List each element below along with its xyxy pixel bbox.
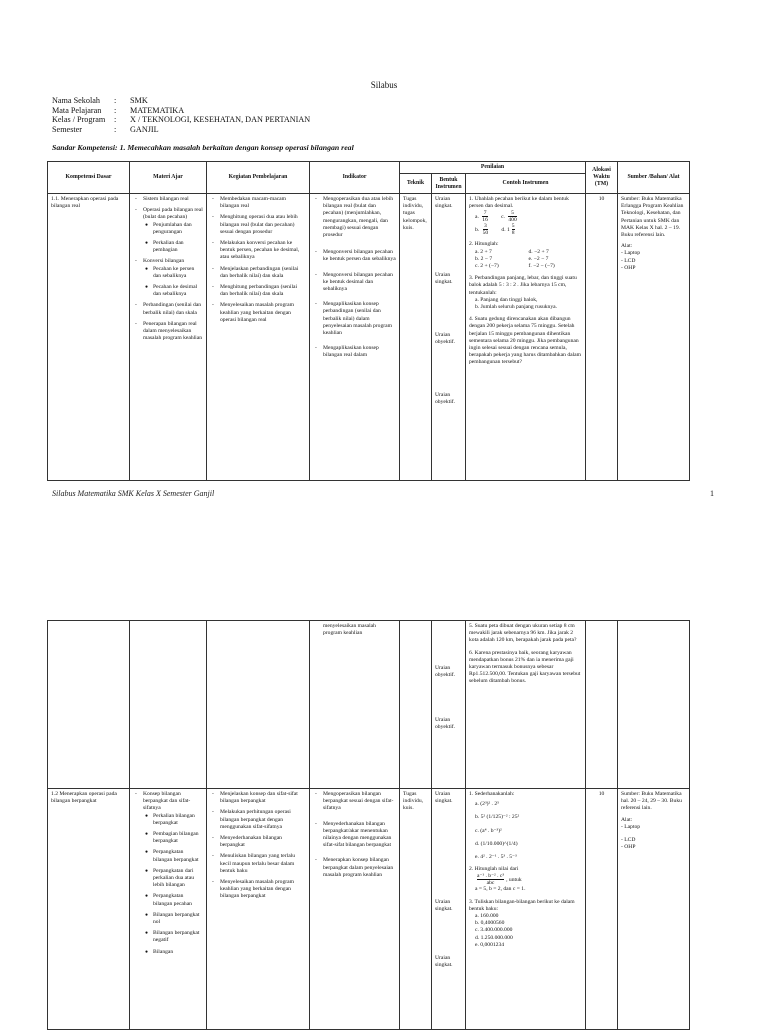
sumber-cell bbox=[618, 194, 689, 274]
option: b. 2 − 7 bbox=[475, 255, 493, 262]
option: e. 4² . 2⁻¹ . 5³ . 5⁻³ bbox=[475, 854, 517, 861]
option-label: a. bbox=[475, 214, 479, 221]
kegiatan-item: - Melakukan perhitungan operasi bilangan berpangkat dengan menggunakan sifat-sifatnya bbox=[220, 809, 306, 831]
indikator-item: - Mengoperasikan bilangan berpangkat sesuai dengan sifat-sifatnya bbox=[323, 791, 396, 813]
option-label: d. bbox=[501, 227, 506, 234]
materi-item: - Operasi pada bilangan real (bulat dan pecahan) ● Penjumlahan dan pengurangan ● Perkalian dan pembagian bbox=[143, 207, 203, 254]
header-indikator: Indikator bbox=[310, 162, 400, 194]
syllabus-table-page2 bbox=[47, 620, 690, 1030]
header-kompetensi-dasar: Kompetensi Dasar bbox=[48, 162, 130, 194]
materi-subitem: ● Bilangan berpangkat negatif bbox=[153, 930, 203, 944]
materi-subitem: ● Pecahan ke persen dan sebaliknya bbox=[153, 266, 203, 280]
kegiatan-item: - Menyelesaikan masalah program keahlian yang berkaitan dengan operasi bilangan real bbox=[220, 302, 306, 324]
option: d. (1/10.000)^(1/4) bbox=[475, 840, 518, 847]
alat-item: - Laptop bbox=[621, 250, 641, 257]
sumber-text: Sumber: Buku Matematika hal. 20 – 24, 29 – 30. Buku referensi lain. bbox=[621, 791, 682, 812]
sumber-cell bbox=[618, 789, 689, 853]
contoh-cell bbox=[466, 194, 585, 374]
materi-cell bbox=[130, 194, 206, 348]
kegiatan-item: - Menghitung operasi dua atau lebih bilangan real (bulat dan pecahan) sesuai dengan prosedur bbox=[220, 214, 306, 236]
alat-item: - LCD bbox=[621, 257, 636, 264]
option: a. Panjang dan tinggi balok, bbox=[475, 296, 538, 303]
alat-item: - OHP bbox=[621, 264, 636, 271]
question-text: 2. Hitunglah nilai dari bbox=[469, 866, 519, 873]
materi-item: - Sistem bilangan real bbox=[143, 196, 203, 203]
question-3 bbox=[469, 275, 582, 311]
alat-item: - Laptop bbox=[621, 823, 641, 830]
bentuk-item: Uraian singkat. bbox=[435, 272, 453, 286]
materi-item: - Penerapan bilangan real dalam menyelesaikan masalah program keahlian bbox=[143, 321, 203, 343]
indikator-item: - Mengonversi bilangan pecahan ke bentuk desimal dan sebaliknya bbox=[323, 272, 396, 294]
kegiatan-cell bbox=[207, 789, 309, 907]
header-bentuk: Bentuk Instrumen bbox=[432, 174, 466, 194]
bentuk-cell bbox=[432, 789, 465, 971]
alokasi-cell: 10 bbox=[598, 196, 605, 202]
identity-key: Semester bbox=[52, 124, 83, 134]
option: e. −2 − 7 bbox=[528, 255, 549, 262]
kd-cell: 1.1. Menerapkan operasi pada bilangan real bbox=[51, 196, 119, 210]
materi-subitem: ● Pecahan ke desimal dan sebaliknya bbox=[153, 284, 203, 298]
identity-value: MATEMATIKA bbox=[130, 105, 185, 115]
option: b. Jumlah seluruh panjang rusuknya. bbox=[475, 304, 558, 311]
question-2 bbox=[469, 866, 582, 893]
expression: $\frac{\text{a⁻¹ . b⁻² . c³}}{\text{abc}}$ , untuk bbox=[477, 873, 522, 887]
question-3 bbox=[469, 899, 582, 949]
materi-subitem: ● Bilangan bbox=[153, 949, 203, 956]
kegiatan-item: - Menyelesaikan masalah program keahlian yang berkaitan dengan bilangan berpangkat bbox=[220, 879, 306, 901]
bentuk-item: Uraian obyektif. bbox=[435, 392, 456, 406]
header-materi-ajar: Materi Ajar bbox=[130, 162, 207, 194]
bentuk-item: Uraian obyektif. bbox=[435, 332, 456, 346]
bentuk-item: Uraian singkat. bbox=[435, 791, 453, 805]
alat-item: - LCD bbox=[621, 837, 636, 844]
materi-subitem: ● Penjumlahan dan pengurangan bbox=[153, 222, 203, 236]
identity-colon: : bbox=[114, 96, 117, 105]
alokasi-cell: 10 bbox=[598, 791, 605, 797]
fraction-options bbox=[469, 210, 582, 236]
option-label: b. bbox=[475, 227, 480, 234]
kegiatan-item: - Menjelaskan perbandingan (senilai dan berbalik nilai) dan skala bbox=[220, 266, 306, 280]
fraction: $\frac{\text{a⁻¹ . b⁻² . c³}}{\text{abc}}$ bbox=[477, 873, 505, 887]
alat-label: Alat: bbox=[621, 243, 633, 250]
fraction: $\frac{5}{400}$ bbox=[508, 210, 517, 224]
question-1 bbox=[469, 791, 582, 861]
kegiatan-item: - Menghitung perbandingan (senilai dan berbalik nilai) dan skala bbox=[220, 284, 306, 298]
fraction: $\frac{7}{16}$ bbox=[482, 210, 488, 224]
materi-cell bbox=[130, 789, 206, 962]
identity-key: Nama Sekolah bbox=[52, 96, 100, 105]
header-sumber: Sumber /Bahan/ Alat bbox=[618, 162, 690, 194]
materi-subitem: ● Perkalian bilangan berpangkat bbox=[153, 813, 203, 827]
option: a. 160.000 bbox=[475, 913, 499, 920]
option: c. 3.400.000.000 bbox=[475, 927, 513, 934]
option: a. 2 + 7 bbox=[475, 248, 492, 255]
expression-values: a = 5, b = 2, dan c = 1. bbox=[475, 886, 526, 893]
question-text: 3. Perbandingan panjang, lebar, dan tinggi suatu balok adalah 5 : 3 : 2 . Jika lebarnya 15 cm, tentukanlah: bbox=[469, 275, 577, 296]
materi-item: - Konsep bilangan berpangkat dan sifat-sifatnya ● Perkalian bilangan berpangkat ● Pembagian bilangan berpangkat ● Perpangkatan bilangan berpangkat ● Perpangkatan dari perkalian dua atau lebih bilangan ● Perpangkatan bilangan pecahan ● Bilangan berpangkat nol ● Bilangan berpangkat negatif ● Bilangan bbox=[143, 791, 203, 956]
document-title: Silabus bbox=[370, 80, 398, 90]
page-2 bbox=[0, 540, 768, 1024]
question-text: 4. Suatu gedung direncanakan akan dibangun dengan 200 pekerja selama 75 minggu. Setelah berjalan 15 minggu pembangunan dihentikan sementara selama 20 minggu. Jika pembangunan ingin selesai sesuai dengan rencana semula, berapakah pekerja yang harus ditambahkan dalam pembangunan tersebut? bbox=[469, 316, 581, 366]
identity-key: Mata Pelajaran bbox=[52, 105, 102, 115]
question-text: 1. Sederhanakanlah: bbox=[469, 791, 515, 797]
materi-subitem: ● Perkalian dan pembagian bbox=[153, 240, 203, 254]
materi-subitem: ● Perpangkatan bilangan berpangkat bbox=[153, 849, 203, 863]
question-text: 3. Tuliskan bilangan-bilangan berikut ke dalam bentuk baku: bbox=[469, 898, 575, 912]
materi-item: - Konversi bilangan ● Pecahan ke persen dan sebaliknya ● Pecahan ke desimal dan sebaliknya bbox=[143, 258, 203, 298]
mixed-whole: 1 bbox=[507, 227, 510, 234]
header-kegiatan: Kegiatan Pembelajaran bbox=[207, 162, 310, 194]
teknik-cell: Tugas individu, tugas kelompok, kuis. bbox=[403, 196, 427, 231]
materi-item: - Perbandingan (senilai dan berbalik nilai) dan skala bbox=[143, 302, 203, 316]
question-text: 1. Ubahlah pecahan berikut ke dalam bentuk persen dan desimal. bbox=[469, 196, 569, 210]
question-1 bbox=[469, 196, 582, 236]
header-contoh: Contoh Instrumen bbox=[466, 174, 586, 194]
standar-kompetensi: Sandar Kompetensi: 1. Memecahkan masalah berkaitan dengan konsep operasi bilangan real bbox=[52, 143, 354, 152]
indikator-cell bbox=[310, 789, 399, 885]
option: c. 2 + (−7) bbox=[475, 263, 499, 270]
teknik-cell: Tugas individu, kuis. bbox=[403, 791, 424, 812]
option: c. (a⁴ . b⁻³)² bbox=[475, 827, 502, 834]
indikator-item: - Mengonversi bilangan pecahan ke bentuk persen dan sebaliknya bbox=[323, 249, 396, 263]
identity-value: GANJIL bbox=[130, 124, 159, 134]
bentuk-item: Uraian singkat. bbox=[435, 899, 453, 913]
question-2 bbox=[469, 241, 582, 270]
identity-block bbox=[52, 96, 310, 134]
indikator-item: - Menyederhanakan bilangan berpangkat/akar menentukan nilainya dengan menggunakan sifat-sifat bilangan berpangkat bbox=[323, 821, 396, 850]
question-options bbox=[469, 249, 582, 271]
header-alokasi: Alokasi Waktu (TM) bbox=[586, 162, 618, 194]
identity-value: SMK bbox=[130, 96, 148, 105]
header-penilaian: Penilaian bbox=[400, 162, 586, 174]
option: d. 1.250.000.000 bbox=[475, 934, 513, 941]
question-5: 5. Suatu peta dibuat dengan ukuran setiap 8 cm mewakili jarak sebenarnya 96 km. Jika jarak 2 kota adalah 120 km, berapakah jarak pada peta? bbox=[469, 623, 577, 644]
contoh-cell bbox=[466, 789, 585, 956]
indikator-cell bbox=[310, 194, 399, 366]
bentuk-cell bbox=[432, 194, 465, 408]
kegiatan-item: - Menjelaskan konsep dan sifat-sifat bilangan berpangkat bbox=[220, 791, 306, 805]
option: d. −2 + 7 bbox=[528, 248, 549, 255]
indikator-item: - Mengaplikasikan konsep perbandingan (senilai dan berbalik nilai) dalam penyelesaian masalah program keahlian bbox=[323, 301, 396, 337]
kegiatan-item: - Menyederhanakan bilangan berpangkat bbox=[220, 835, 306, 849]
kegiatan-item: - Membedakan macam-macam bilangan real bbox=[220, 196, 306, 210]
option: b. 0,4000560 bbox=[475, 920, 505, 927]
indikator-item: - Menerapkan konsep bilangan berpangkat dalam penyelesaian masalah program keahlian bbox=[323, 857, 396, 879]
bentuk-cell bbox=[432, 621, 465, 733]
identity-colon: : bbox=[114, 105, 117, 115]
option: e. 0,0001234 bbox=[475, 941, 505, 948]
materi-subitem: ● Perpangkatan bilangan pecahan bbox=[153, 893, 203, 907]
contoh-cell bbox=[466, 621, 585, 693]
fraction: $\frac{3}{50}$ bbox=[482, 223, 489, 237]
option: f. −2 − (−7) bbox=[528, 263, 555, 270]
syllabus-table-page1 bbox=[47, 161, 690, 481]
materi-subitem: ● Bilangan berpangkat nol bbox=[153, 912, 203, 926]
option: b. 5² (1/125)⁻² : 25² bbox=[475, 814, 520, 821]
alat-item: - OHP bbox=[621, 844, 636, 851]
indikator-item: - Mengaplikasikan konsep bilangan real dalam bbox=[323, 345, 396, 359]
sumber-text: Sumber: Buku Matematika Erlangga Program Keahlian Teknologi, Kesehatan, dan Pertanian untuk SMK dan MAK Kelas X hal. 2 – 19. Buku referensi lain. bbox=[621, 196, 684, 239]
identity-colon: : bbox=[114, 124, 117, 134]
option: a. (2³)² . 2⁵ bbox=[475, 801, 500, 808]
question-4 bbox=[469, 316, 582, 366]
bentuk-item: Uraian singkat. bbox=[435, 955, 453, 969]
materi-subitem: ● Perpangkatan dari perkalian dua atau lebih bilangan bbox=[153, 868, 203, 890]
kegiatan-item: - Menuliskan bilangan yang terlalu kecil maupun terlalu besar dalam bentuk baku bbox=[220, 853, 306, 875]
bentuk-item: Uraian singkat. bbox=[435, 196, 453, 210]
kd-cell: 1.2 Menerapkan operasi pada bilangan berpangkat bbox=[51, 791, 117, 805]
identity-colon: : bbox=[114, 115, 117, 125]
alat-label: Alat: bbox=[621, 816, 633, 823]
fraction: $\frac{5}{8}$ bbox=[511, 223, 515, 237]
bentuk-item: Uraian obyektif. bbox=[435, 665, 456, 679]
kegiatan-cell bbox=[207, 194, 309, 330]
kegiatan-item: - Melakukan konversi pecahan ke bentuk persen, pecahan ke desimal, atau sebaliknya bbox=[220, 240, 306, 262]
materi-subitem: ● Pembagian bilangan berpangkat bbox=[153, 831, 203, 845]
question-6: 6. Karena prestasinya baik, seorang karyawan mendapatkan bonus 21% dan ia menerima gaji karyawan termasuk bonusnya sebesar Rp1.512.500,00. Tentukan gaji karyawan tersebut sebelum ditambah bonus. bbox=[469, 649, 581, 685]
identity-key: Kelas / Program bbox=[52, 115, 106, 125]
header-teknik: Teknik bbox=[400, 174, 432, 194]
bentuk-item: Uraian obyektif. bbox=[435, 717, 456, 731]
option-label: c. bbox=[501, 214, 505, 221]
page-footer: Silabus Matematika SMK Kelas X Semester Ganjil bbox=[52, 489, 215, 498]
page-number: 1 bbox=[710, 489, 714, 498]
identity-value: X / TEKNOLOGI, KESEHATAN, DAN PERTANIAN bbox=[130, 115, 311, 125]
indikator-item: - Mengoperasikan dua atau lebih bilangan real (bulat dan pecahan) (menjumlahkan, mengurangkan, mengali, dan membagi) sesuai dengan prosedur bbox=[323, 196, 396, 239]
question-text: 2. Hitunglah: bbox=[469, 241, 499, 248]
indikator-cont: menyelesaikan masalah program keahlian bbox=[323, 623, 376, 637]
